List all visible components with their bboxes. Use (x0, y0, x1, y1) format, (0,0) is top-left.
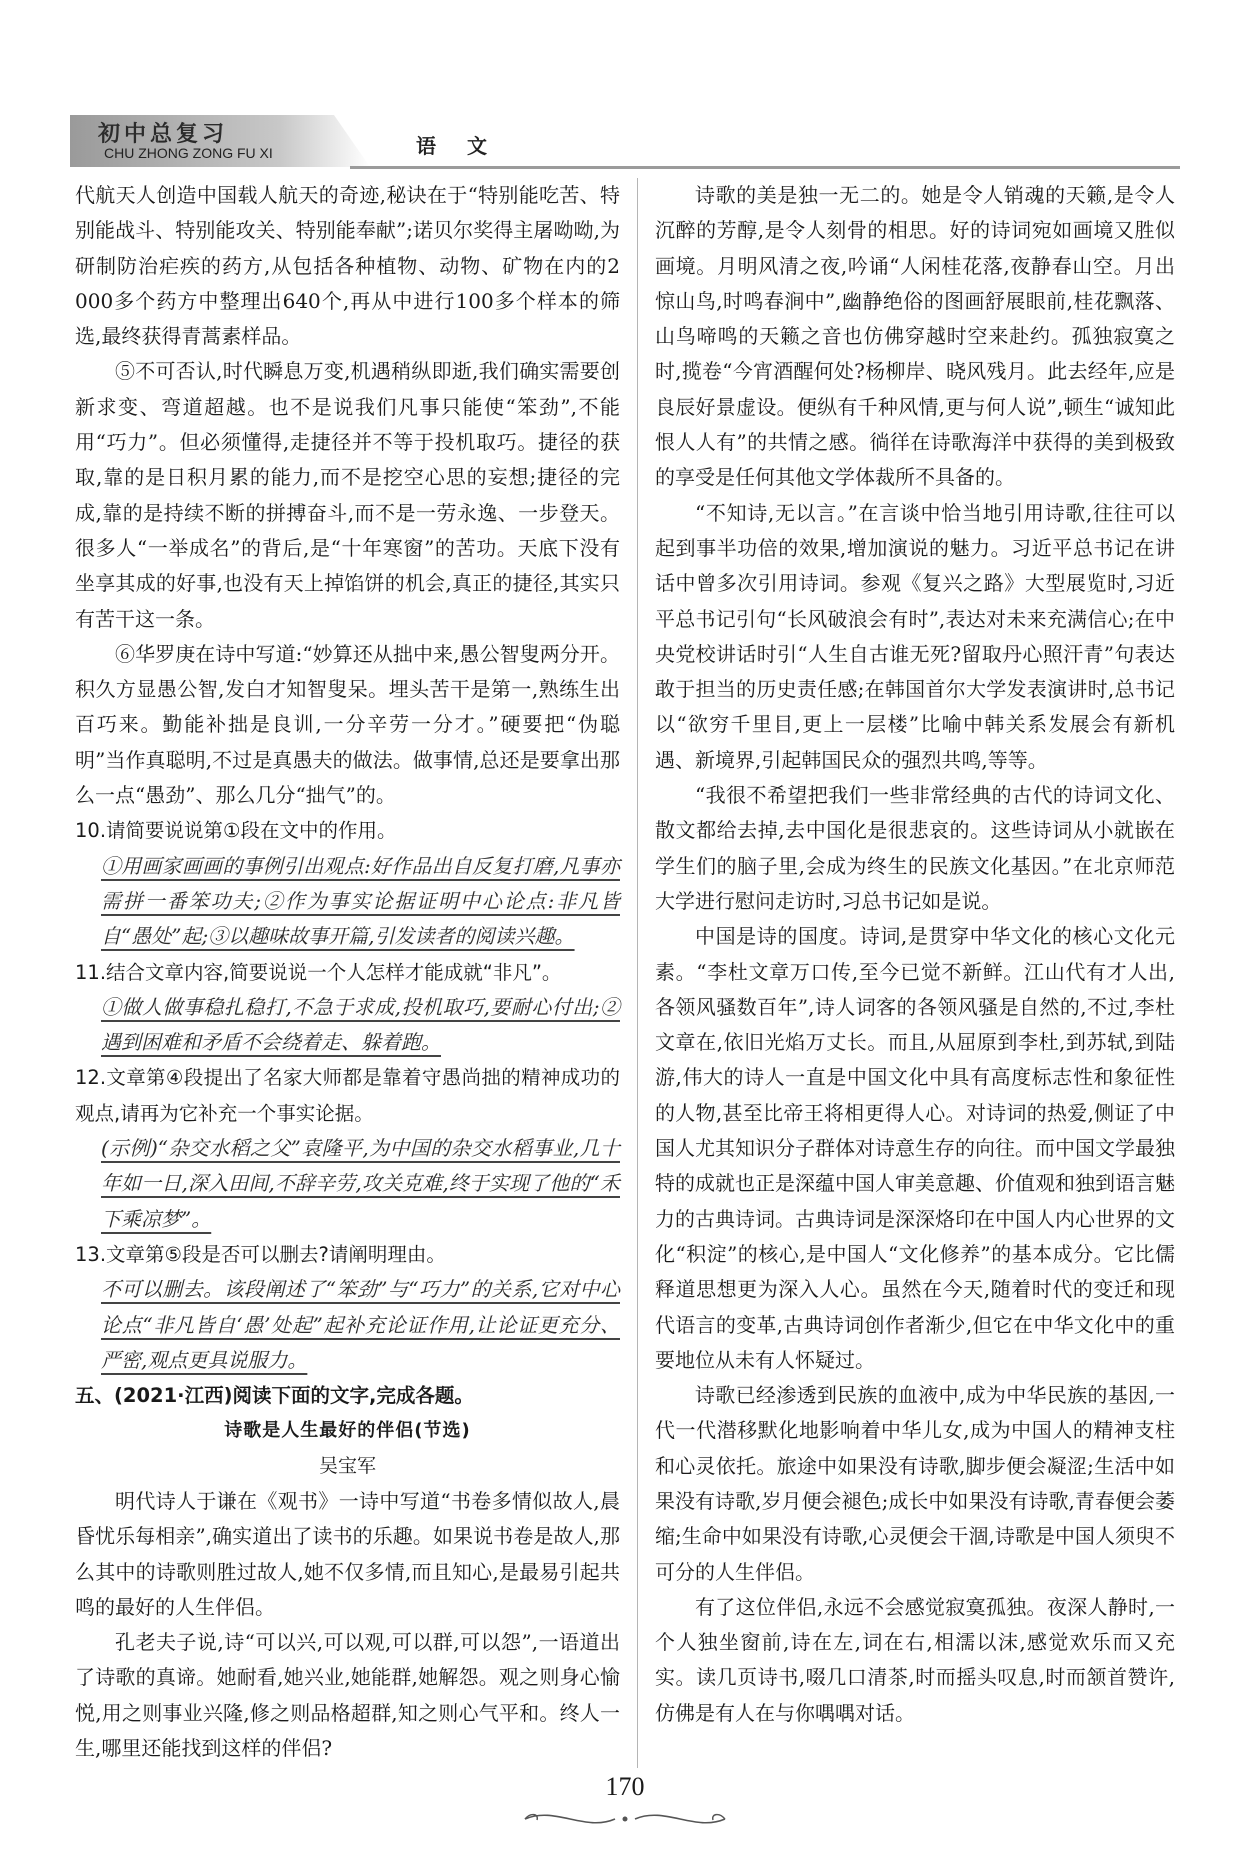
footer-ornament-icon (515, 1808, 735, 1830)
header-subject: 语 文 (416, 134, 499, 158)
header-title: 初中总复习 (98, 121, 229, 147)
article-paragraph-8: 有了这位伴侣,永远不会感觉寂寞孤独。夜深人静时,一个人独坐窗前,诗在左,词在右,相濡以沫,感觉欢乐而又充实。读几页诗书,啜几口清茶,时而摇头叹息,时而颔首赞许,仿佛是有人在与你喁喁对话。 (655, 1594, 1175, 1725)
header-pinyin: CHU ZHONG ZONG FU XI (104, 145, 273, 161)
paragraph-5: ⑤不可否认,时代瞬息万变,机遇稍纵即逝,我们确实需要创新求变、弯道超越。也不是说我们凡事只能使“笨劲”,不能用“巧力”。但必须懂得,走捷径并不等于投机取巧。捷径的获取,靠的是日积月累的能力,而不是挖空心思的妄想;捷径的完成,靠的是持续不断的拼搏奋斗,而不是一劳永逸、一步登天。很多人“一举成名”的背后,是“十年寒窗”的苦功。天底下没有坐享其成的好事,也没有天上掉馅饼的机会,真正的捷径,其实只有苦干这一条。 (75, 359, 620, 631)
header-rule (350, 166, 1180, 169)
article-paragraph-5: “我很不希望把我们一些非常经典的古代的诗词文化、散文都给去掉,去中国化是很悲哀的。这些诗词从小就嵌在学生们的脑子里,会成为终生的民族文化基因。”在北京师范大学进行慰问走访时,习总书记如是说。 (655, 783, 1175, 913)
article-title: 诗歌是人生最好的伴侣(节选) (224, 1420, 471, 1442)
article-author: 吴宝军 (318, 1454, 376, 1477)
answer-13 (75, 1272, 620, 1378)
answer-11 (75, 990, 620, 1061)
question-13: 13.文章第⑤段是否可以删去?请阐明理由。 (75, 1242, 446, 1266)
answer-10 (75, 849, 620, 955)
page-number: 170 (605, 1772, 645, 1801)
right-column (655, 178, 1175, 1731)
article-paragraph-1: 明代诗人于谦在《观书》一诗中写道“书卷多情似故人,晨昏忧乐每相亲”,确实道出了读书的乐趣。如果说书卷是故人,那么其中的诗歌则胜过故人,她不仅多情,而且知心,是最易引起共鸣的最好的人生伴侣。 (75, 1488, 620, 1619)
section-heading: 五、(2021·江西)阅读下面的文字,完成各题。 (75, 1384, 474, 1408)
question-10: 10.请简要说说第①段在文中的作用。 (75, 819, 397, 843)
answer-12 (75, 1131, 620, 1237)
answer-13-text: 不可以删去。该段阐述了“笨劲”与“巧力”的关系,它对中心论点“非凡皆自‘愚’处起”起补充论证作用,让论证更充分、严密,观点更具说服力。 (101, 1277, 620, 1372)
article-paragraph-7: 诗歌已经渗透到民族的血液中,成为中华民族的基因,一代一代潜移默化地影响着中华儿女,成为中国人的精神支柱和心灵依托。旅途中如果没有诗歌,脚步便会凝涩;生活中如果没有诗歌,岁月便会褪色;成长中如果没有诗歌,青春便会萎缩;生命中如果没有诗歌,心灵便会干涸,诗歌是中国人须臾不可分的人生伴侣。 (655, 1383, 1175, 1584)
page-header (70, 115, 1180, 175)
answer-12-text: (示例)“杂交水稻之父”袁隆平,为中国的杂交水稻事业,几十年如一日,深入田间,不辞辛劳,攻关克难,终于实现了他的“禾下乘凉梦”。 (101, 1136, 620, 1231)
answer-10-text: ①用画家画画的事例引出观点:好作品出自反复打磨,凡事亦需拼一番笨功夫;②作为事实论据证明中心论点:非凡皆自“愚处”起;③以趣味故事开篇,引发读者的阅读兴趣。 (101, 853, 620, 949)
question-11: 11.结合文章内容,简要说说一个人怎样才能成就“非凡”。 (75, 960, 562, 984)
question-12: 12.文章第④段提出了名家大师都是靠着守愚尚拙的精神成功的观点,请再为它补充一个事实论据。 (75, 1066, 620, 1125)
left-column (75, 178, 620, 1766)
article-paragraph-4: “不知诗,无以言。”在言谈中恰当地引用诗歌,往往可以起到事半功倍的效果,增加演说的魅力。习近平总书记在讲话中曾多次引用诗词。参观《复兴之路》大型展览时,习近平总书记引句“长风破浪会有时”,表达对未来充满信心;在中央党校讲话时引“人生自古谁无死?留取丹心照汗青”句表达敢于担当的历史责任感;在韩国首尔大学发表演讲时,总书记以“欲穷千里目,更上一层楼”比喻中韩关系发展会有新机遇、新境界,引起韩国民众的强烈共鸣,等等。 (655, 500, 1175, 772)
paragraph-continued: 代航天人创造中国载人航天的奇迹,秘诀在于“特别能吃苦、特别能战斗、特别能攻关、特别能奉献”;诺贝尔奖得主屠呦呦,为研制防治疟疾的药方,从包括各种植物、动物、矿物在内的2 000多个药方中整理出640个,再从中进行100多个样本的筛选,最终获得青蒿素样品。 (75, 183, 620, 349)
article-paragraph-6: 中国是诗的国度。诗词,是贯穿中华文化的核心文化元素。“李杜文章万口传,至今已觉不新鲜。江山代有才人出,各领风骚数百年”,诗人词客的各领风骚是自然的,不过,李杜文章在,依旧光焰万丈长。而且,从屈原到李杜,到苏轼,到陆游,伟大的诗人一直是中国文化中具有高度标志性和象征性的人物,甚至比帝王将相更得人心。对诗词的热爱,侧证了中国人尤其知识分子群体对诗意生存的向往。而中国文学最独特的成就也正是深蕴中国人审美意趣、价值观和独到语言魅力的古典诗词。古典诗词是深深烙印在中国人内心世界的文化“积淀”的核心,是中国人“文化修养”的基本成分。它比儒释道思想更为深入人心。虽然在今天,随着时代的变迁和现代语言的变革,古典诗词创作者渐少,但它在中华文化中的重要地位从未有人怀疑过。 (655, 924, 1175, 1372)
article-paragraph-2: 孔老夫子说,诗“可以兴,可以观,可以群,可以怨”,一语道出了诗歌的真谛。她耐看,她兴业,她能群,她解怨。观之则身心愉悦,用之则事业兴隆,修之则品格超群,知之则心气平和。终人一生,哪里还能找到这样的伴侣? (75, 1630, 620, 1761)
page-footer (0, 1772, 1250, 1832)
article-paragraph-3: 诗歌的美是独一无二的。她是令人销魂的天籁,是令人沉醉的芳醇,是令人刻骨的相思。好的诗词宛如画境又胜似画境。月明风清之夜,吟诵“人闲桂花落,夜静春山空。月出惊山鸟,时鸣春涧中”,幽静绝俗的图画舒展眼前,桂花飘落、山鸟啼鸣的天籁之音也仿佛穿越时空来赴约。孤独寂寞之时,揽卷“今宵酒醒何处?杨柳岸、晓风残月。此去经年,应是良辰好景虚设。便纵有千种风情,更与何人说”,顿生“诚知此恨人人有”的共情之感。徜徉在诗歌海洋中获得的美到极致的享受是任何其他文学体裁所不具备的。 (655, 183, 1175, 490)
paragraph-6: ⑥华罗庚在诗中写道:“妙算还从拙中来,愚公智叟两分开。积久方显愚公智,发白才知智叟呆。埋头苦干是第一,熟练生出百巧来。勤能补拙是良训,一分辛劳一分才。”硬要把“伪聪明”当作真聪明,不过是真愚夫的做法。做事情,总还是要拿出那么一点“愚劲”、那么几分“拙气”的。 (75, 641, 620, 808)
column-divider (637, 178, 638, 1768)
answer-11-text: ①做人做事稳扎稳打,不急于求成,投机取巧,要耐心付出;②遇到困难和矛盾不会绕着走、躲着跑。 (101, 994, 620, 1055)
